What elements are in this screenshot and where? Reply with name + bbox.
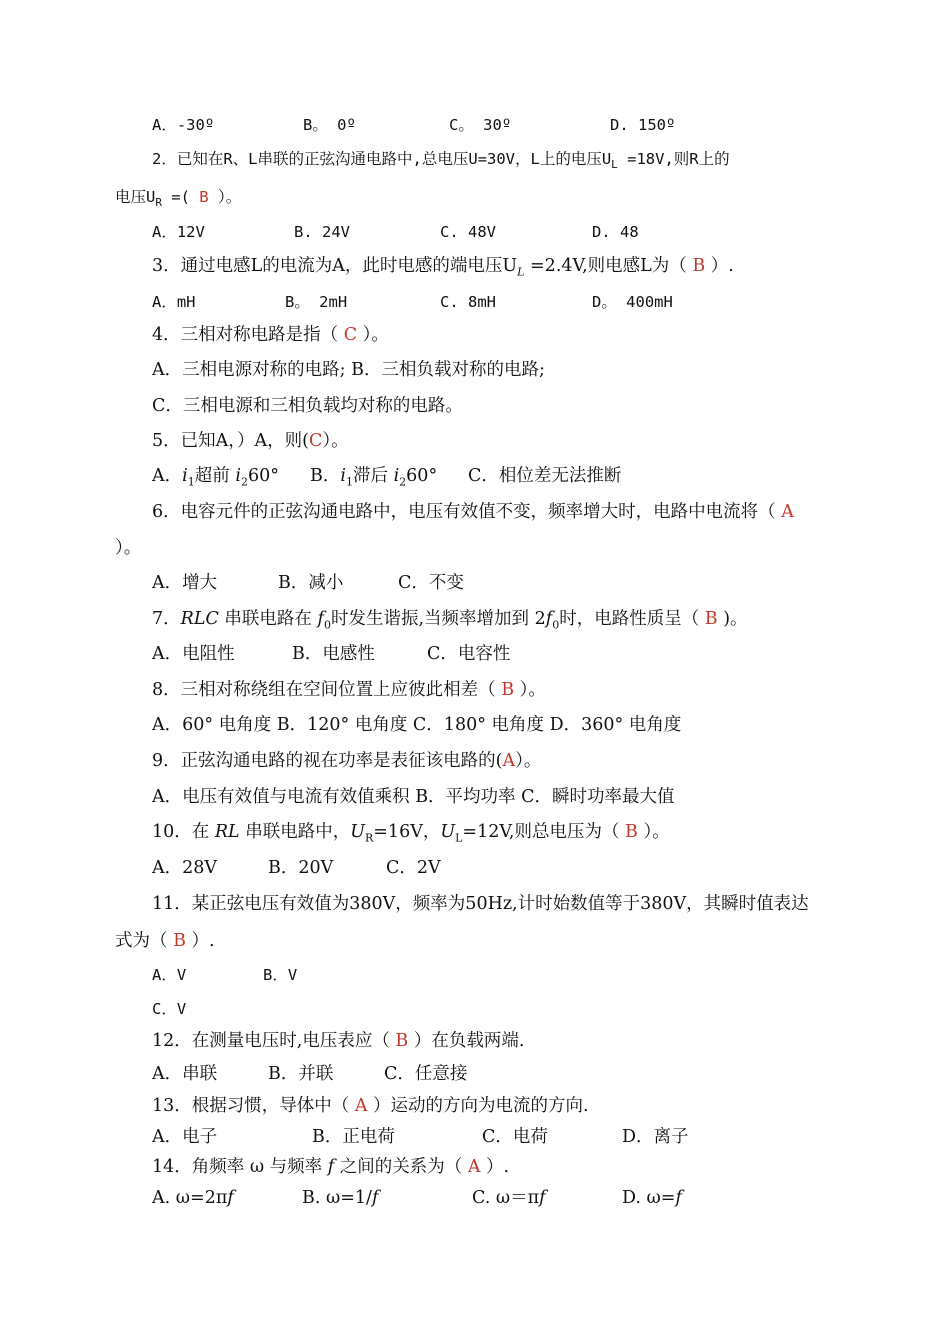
- q6-option-c: C．不变: [398, 573, 464, 593]
- q2-answer: B: [199, 188, 209, 206]
- q8-answer: B: [501, 680, 515, 700]
- q14-option-b: B. ω=1/f: [302, 1188, 379, 1208]
- q5-option-b: B．$i_1$滞后 $i_260^\circ$: [310, 466, 438, 489]
- q12-option-c: C．任意接: [384, 1064, 468, 1084]
- q13-option-b: B．正电荷: [312, 1127, 395, 1147]
- q6-line-1: 6．电容元件的正弦沟通电路中，电压有效值不变，频率增大时，电路中电流将（ A: [152, 502, 794, 522]
- q5-question: 5．已知A，）A，则(C）。: [152, 431, 349, 451]
- q3-option-d: D。 400mH: [592, 293, 673, 311]
- q9-answer: A: [502, 751, 516, 771]
- q13-option-d: D．离子: [622, 1127, 689, 1147]
- q2-option-d: D. 48: [592, 223, 639, 241]
- q6-option-b: B．减小: [278, 573, 344, 593]
- q11-option-c: C．V: [152, 1000, 187, 1018]
- q14-question: 14．角频率 ω 与频率 f 之间的关系为（ A ）.: [152, 1157, 510, 1177]
- q8-question: 8．三相对称绕组在空间位置上应彼此相差（ B ）。: [152, 680, 546, 700]
- q11-option-b: B．V: [263, 966, 298, 984]
- q4-options-ab: A．三相电源对称的电路; B．三相负载对称的电路;: [152, 360, 545, 380]
- q3-option-b: B。 2mH: [285, 293, 348, 311]
- q7-option-c: C．电容性: [427, 644, 511, 664]
- q6-line-2: ）。: [115, 538, 142, 558]
- q7-option-b: B．电感性: [292, 644, 375, 664]
- q2-option-a: A．12V: [152, 223, 205, 241]
- q13-option-a: A．电子: [152, 1127, 218, 1147]
- q7-option-a: A．电阻性: [152, 644, 235, 664]
- q9-options: A．电压有效值与电流有效值乘积 B．平均功率 C．瞬时功率最大值: [152, 787, 675, 807]
- q8-options: A．60° 电角度 B．120° 电角度 C．180° 电角度 D．360° 电角度: [152, 715, 682, 735]
- q2-option-c: C. 48V: [440, 223, 496, 241]
- q14-option-a: A. ω=2πf: [152, 1188, 234, 1208]
- q12-answer: B: [395, 1031, 409, 1051]
- q7-question: 7．RLC 串联电路在 $f_0$时发生谐振,当频率增加到 $2f_0$时，电路性质呈（ B )。: [152, 609, 748, 632]
- q6-answer: A: [781, 502, 794, 522]
- q2-line-2: 电压$U_R$ =( B ）。: [115, 188, 242, 210]
- q5-option-a: A．$i_1$超前 $i_260^\circ$: [152, 466, 279, 489]
- q13-answer: A: [354, 1096, 368, 1116]
- q13-option-c: C．电荷: [482, 1127, 548, 1147]
- q9-question: 9．正弦沟通电路的视在功率是表征该电路的(A）。: [152, 751, 542, 771]
- q11-option-a: A．V: [152, 966, 187, 984]
- q5-option-c: C．相位差无法推断: [468, 466, 622, 486]
- q11-line-1: 11．某正弦电压有效值为380V，频率为50Hz,计时始数值等于380V，其瞬时值表达: [152, 894, 809, 914]
- q6-option-a: A．增大: [152, 573, 218, 593]
- q10-question: 10．在 RL 串联电路中，$U_R=16V$，$U_L=12V$,则总电压为（ B ）。: [152, 822, 670, 845]
- q1-option-a: A．-30º: [152, 116, 215, 134]
- q4-option-c: C．三相电源和三相负载均对称的电路。: [152, 396, 463, 416]
- q7-answer: B: [704, 609, 718, 629]
- q4-question: 4．三相对称电路是指（ C ）。: [152, 325, 389, 345]
- q2-line-1: 2．已知在R、L串联的正弦沟通电路中,总电压U=30V，L上的电压$U_L =18V$,则R上的: [152, 150, 730, 172]
- q14-option-c: C. ω＝πf: [472, 1188, 546, 1208]
- q3-question: 3．通过电感L的电流为A，此时电感的端电压$U_L =2.4V$,则电感L为（ B ）.: [152, 256, 734, 279]
- q1-option-d: D. 150º: [610, 116, 676, 134]
- q2-option-b: B. 24V: [294, 223, 350, 241]
- q11-answer: B: [173, 931, 186, 951]
- q3-option-a: A．mH: [152, 293, 196, 311]
- q11-line-2: 式为（ B ）.: [115, 931, 215, 951]
- q12-option-a: A．串联: [152, 1064, 218, 1084]
- q10-answer: B: [625, 822, 638, 842]
- q13-question: 13．根据习惯，导体中（ A ）运动的方向为电流的方向.: [152, 1096, 589, 1116]
- q1-option-b: B。 0º: [303, 116, 356, 134]
- q4-answer: C: [343, 325, 358, 345]
- q5-answer: C: [309, 431, 323, 451]
- q10-option-c: C．2V: [386, 858, 441, 878]
- q10-option-a: A．28V: [152, 858, 218, 878]
- q14-option-d: D. ω=f: [622, 1188, 682, 1208]
- q10-option-b: B．20V: [268, 858, 334, 878]
- q12-option-b: B．并联: [268, 1064, 334, 1084]
- q1-option-c: C。 30º: [449, 116, 512, 134]
- q3-answer: B: [692, 256, 706, 276]
- q14-answer: A: [467, 1157, 481, 1177]
- q12-question: 12．在测量电压时,电压表应（ B ）在负载两端.: [152, 1031, 525, 1051]
- q3-option-c: C. 8mH: [440, 293, 496, 311]
